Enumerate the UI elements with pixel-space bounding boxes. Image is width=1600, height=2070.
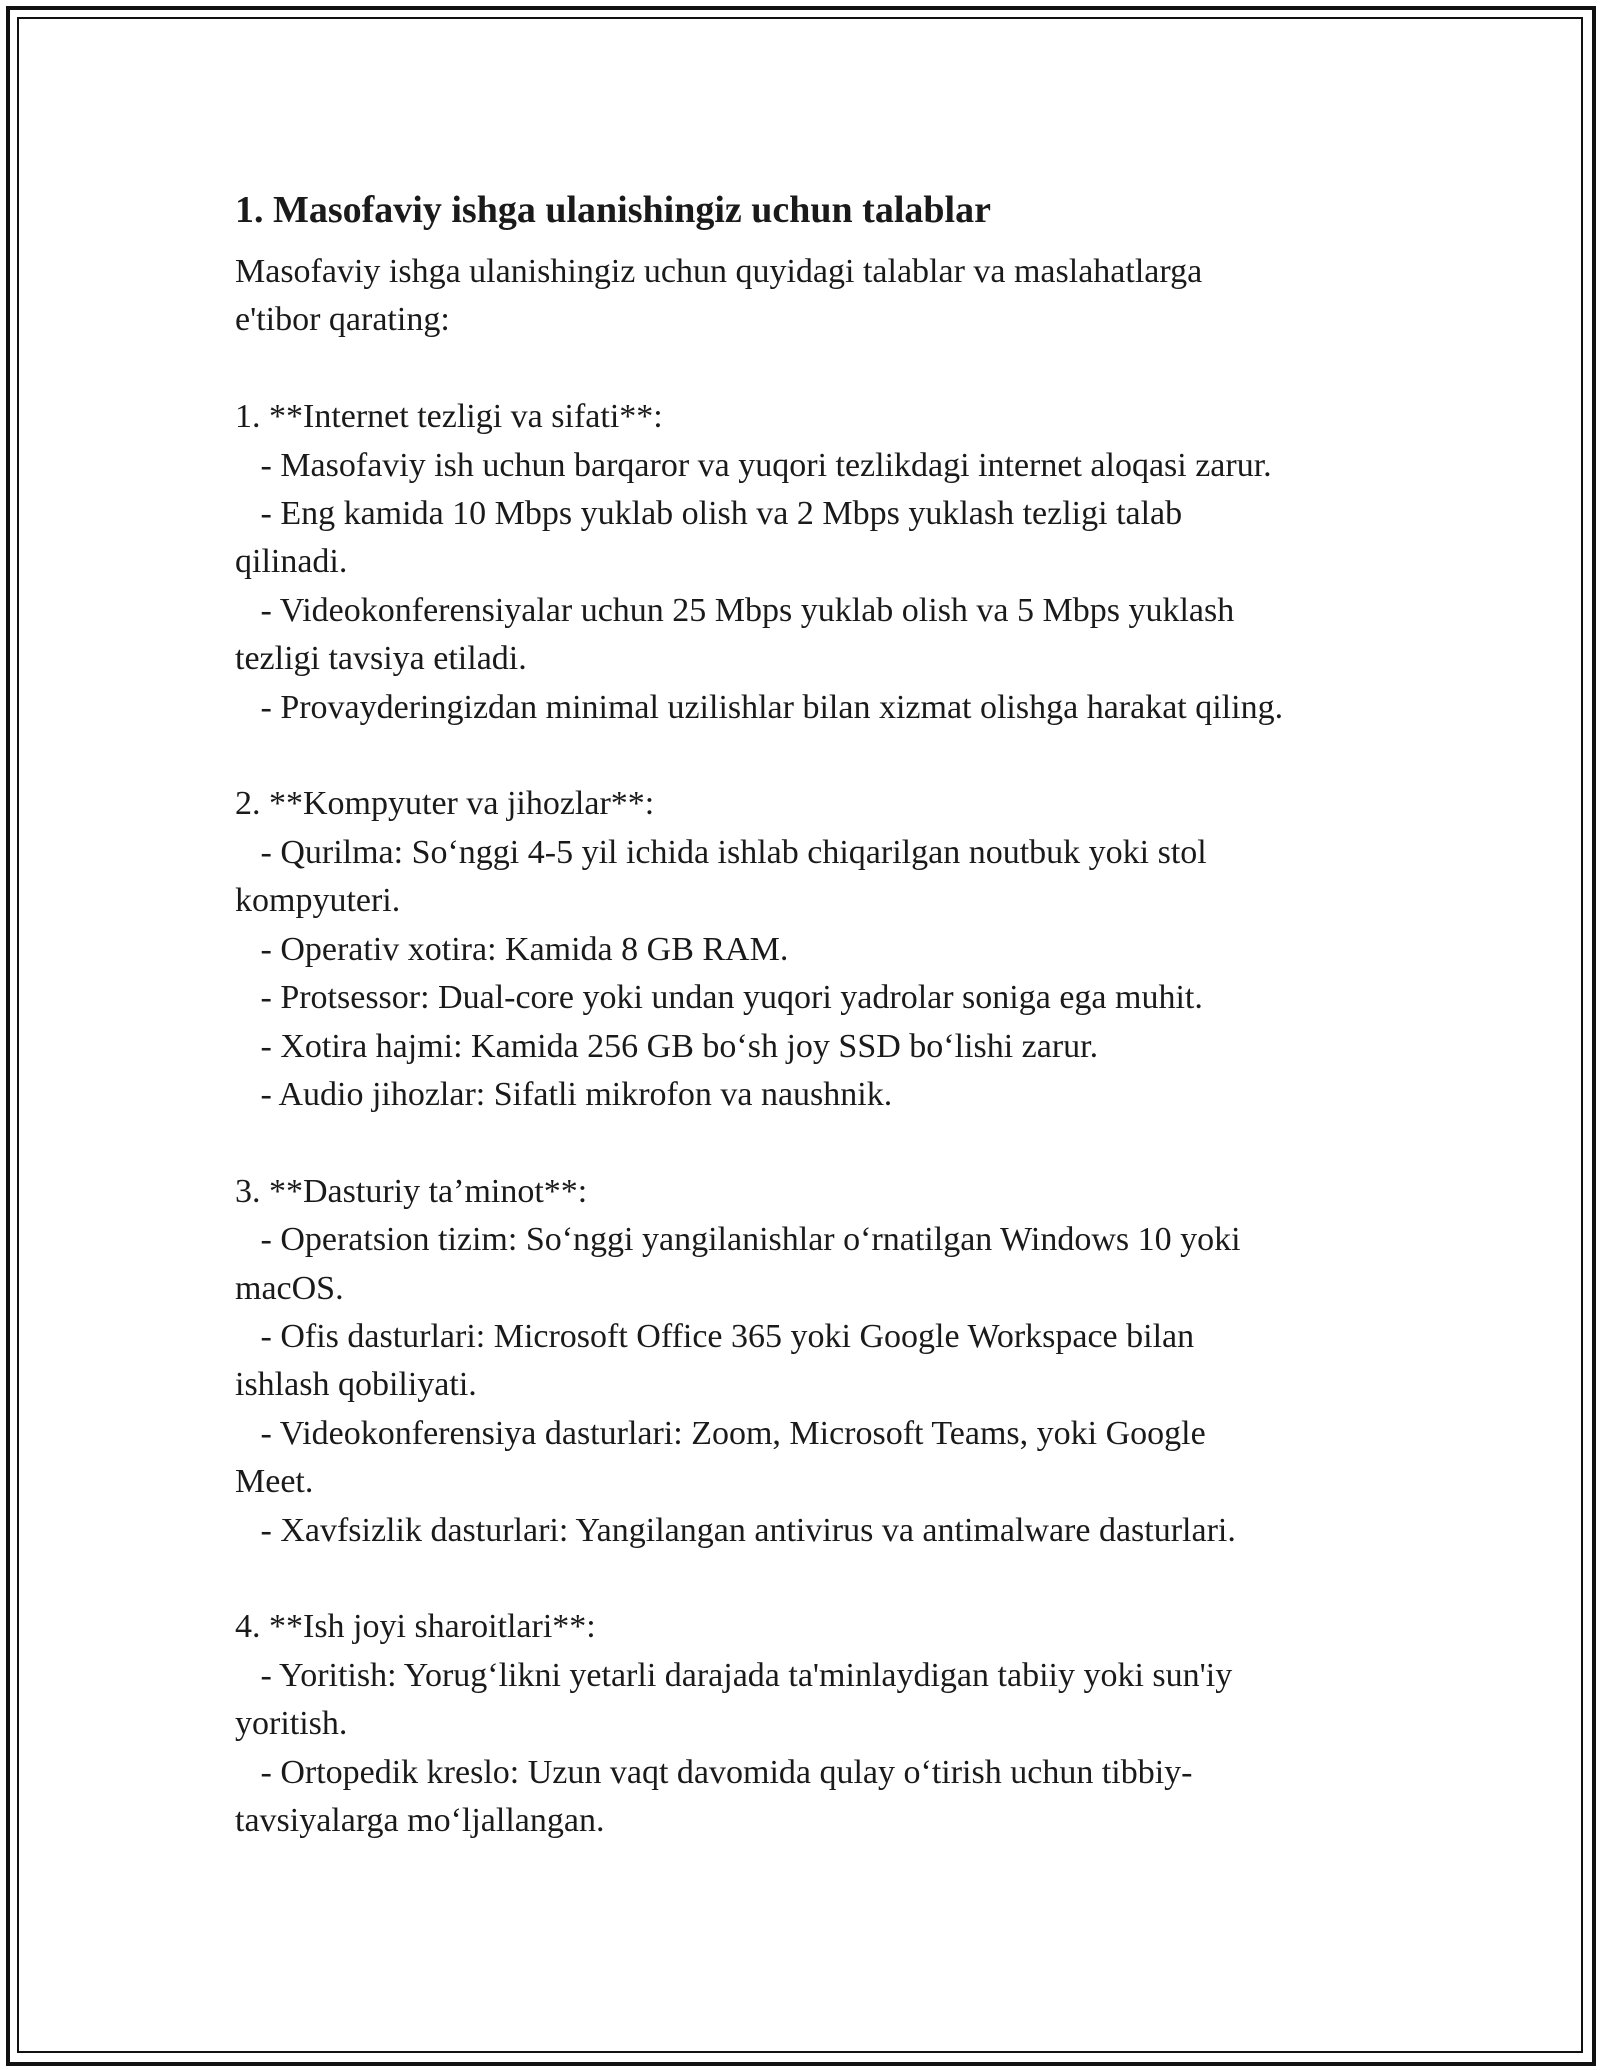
document-content: [235, 186, 1395, 1845]
document-heading: 1. Masofaviy ishga ulanishingiz uchun talablar: [235, 189, 991, 231]
document-body: Masofaviy ishga ulanishingiz uchun quyidagi talablar va maslahatlarga e'tibor qarating: 1. **Internet tezligi va sifati**: - Masofaviy ish uchun barqaror va yuqori tezlikdagi internet aloqasi zarur. - Eng kamida 10 Mbps yuklab olish va 2 Mbps yuklash tezligi talab qilinadi. - Videokonferensiyalar uchun 25 Mbps yuklab olish va 5 Mbps yuklash tezligi tavsiya etiladi. - Provayderingizdan minimal uzilishlar bilan xizmat olishga harakat qiling. 2. **Kompyuter va jihozlar**: - Qurilma: So‘nggi 4-5 yil ichida ishlab chiqarilgan noutbuk yoki stol kompyuteri. - Operativ xotira: Kamida 8 GB RAM. - Protsessor: Dual-core yoki undan yuqori yadrolar soniga ega muhit. - Xotira hajmi: Kamida 256 GB bo‘sh joy SSD bo‘lishi zarur. - Audio jihozlar: Sifatli mikrofon va naushnik. 3. **Dasturiy ta’minot**: - Operatsion tizim: So‘nggi yangilanishlar o‘rnatilgan Windows 10 yoki macOS. - Ofis dasturlari: Microsoft Office 365 yoki Google Workspace bilan ishlash qobiliyati. - Videokonferensiya dasturlari: Zoom, Microsoft Teams, yoki Google Meet. - Xavfsizlik dasturlari: Yangilangan antivirus va antimalware dasturlari. 4. **Ish joyi sharoitlari**: - Yoritish: Yorug‘likni yetarli darajada ta'minlaydigan tabiiy yoki sun'iy yoritish. - Ortopedik kreslo: Uzun vaqt davomida qulay o‘tirish uchun tibbiy- tavsiyalarga mo‘ljallangan.: [235, 253, 1284, 1839]
